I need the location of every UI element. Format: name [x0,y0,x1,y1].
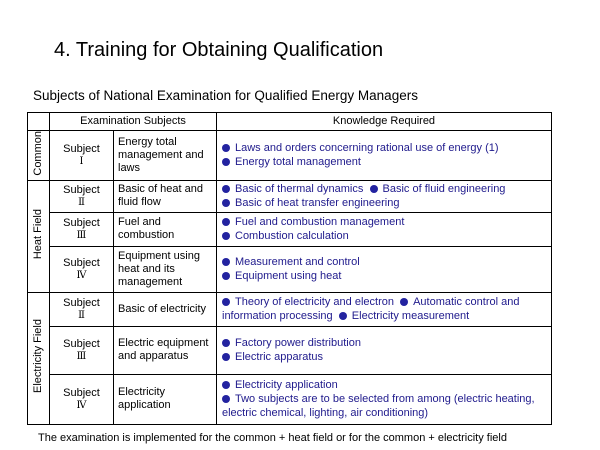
knowledge-cell [217,292,552,326]
knowledge-line [222,155,548,169]
bullet-icon [222,339,230,347]
knowledge-item: Automatic control and information processing [222,296,520,323]
knowledge-cell [217,131,552,181]
header-knowledge: Knowledge Required [217,113,552,131]
bullet-icon [222,381,230,389]
group-common [28,131,50,181]
bullet-icon [222,395,230,403]
subject-name: Electricity application [114,374,217,424]
bullet-icon [222,272,230,280]
table-row [28,374,552,424]
subject-cell [50,292,114,326]
table-row [28,246,552,292]
knowledge-item: Electricity measurement [351,310,470,323]
subject-label: Subject [63,183,100,196]
page-title: 4. Training for Obtaining Qualification [54,39,384,61]
knowledge-line [222,196,548,210]
knowledge-item: Basic of heat transfer engineering [235,197,400,210]
bullet-icon [339,312,347,320]
bullet-icon [222,232,230,240]
subject-label: Subject [63,337,100,350]
knowledge-item: Energy total management [235,156,361,169]
bullet-icon [222,258,230,266]
knowledge-cell [217,246,552,292]
subject-cell [50,180,114,212]
subject-name: Basic of electricity [114,292,217,326]
exam-subjects-table [27,112,552,425]
header-exam-subjects: Examination Subjects [50,113,217,131]
subject-number: Ⅰ [79,155,84,167]
bullet-icon [222,185,230,193]
subject-name: Fuel and combustion [114,212,217,246]
knowledge-cell [217,180,552,212]
knowledge-line [222,255,548,269]
subject-label: Subject [63,296,100,309]
knowledge-line [222,350,548,364]
knowledge-item: Measurement and control [235,256,360,269]
knowledge-item: Two subjects are to be selected from among (electric heating, electric chemical, lighting, air conditioning) [222,393,535,420]
table-row [28,292,552,326]
table-row [28,131,552,181]
knowledge-item: Combustion calculation [235,230,349,243]
bullet-icon [370,185,378,193]
knowledge-line [222,141,548,155]
group-label: Electricity Field [32,319,44,394]
subject-number: Ⅱ [78,309,85,321]
subject-cell [50,374,114,424]
knowledge-line [222,215,548,229]
group-label: Heat Field [32,209,44,260]
knowledge-item: Laws and orders concerning rational use of energy (1) [235,142,499,155]
knowledge-cell [217,212,552,246]
subject-label: Subject [63,256,100,269]
knowledge-item: Basic of thermal dynamics [235,183,364,196]
footnote: The examination is implemented for the common + heat field or for the common + electricity field [38,432,507,444]
knowledge-cell [217,326,552,374]
subject-label: Subject [63,142,100,155]
knowledge-line [222,336,548,350]
table-row [28,180,552,212]
subject-name: Basic of heat and fluid flow [114,180,217,212]
subject-cell [50,246,114,292]
bullet-icon [222,218,230,226]
knowledge-item: Electricity application [235,379,338,392]
subject-number: Ⅲ [76,350,87,362]
table-row [28,326,552,374]
header-blank [28,113,50,131]
subject-cell [50,212,114,246]
table-caption: Subjects of National Examination for Qualified Energy Managers [33,88,418,103]
subject-number: Ⅳ [76,399,87,411]
subject-name: Electric equipment and apparatus [114,326,217,374]
subject-number: Ⅱ [78,196,85,208]
subject-cell [50,131,114,181]
bullet-icon [222,199,230,207]
knowledge-cell [217,374,552,424]
knowledge-line [222,295,548,323]
knowledge-line [222,229,548,243]
group-heat [28,180,50,292]
subject-number: Ⅲ [76,229,87,241]
table-row [28,212,552,246]
bullet-icon [222,144,230,152]
subject-label: Subject [63,216,100,229]
subject-cell [50,326,114,374]
knowledge-item: Factory power distribution [235,337,361,350]
knowledge-item: Electric apparatus [235,351,324,364]
bullet-icon [222,298,230,306]
bullet-icon [222,353,230,361]
knowledge-item: Theory of electricity and electron [235,296,394,309]
knowledge-line [222,392,548,420]
subject-name: Energy total management and laws [114,131,217,181]
subject-label: Subject [63,386,100,399]
subject-name: Equipment using heat and its management [114,246,217,292]
knowledge-line [222,269,548,283]
knowledge-line [222,182,548,196]
bullet-icon [222,158,230,166]
knowledge-line [222,378,548,392]
knowledge-item: Fuel and combustion management [235,216,405,229]
table-header-row [28,113,552,131]
knowledge-item: Basic of fluid engineering [382,183,506,196]
group-electricity [28,292,50,424]
subject-number: Ⅳ [76,269,87,281]
knowledge-item: Equipment using heat [235,270,342,283]
bullet-icon [400,298,408,306]
group-label: Common [32,131,44,176]
